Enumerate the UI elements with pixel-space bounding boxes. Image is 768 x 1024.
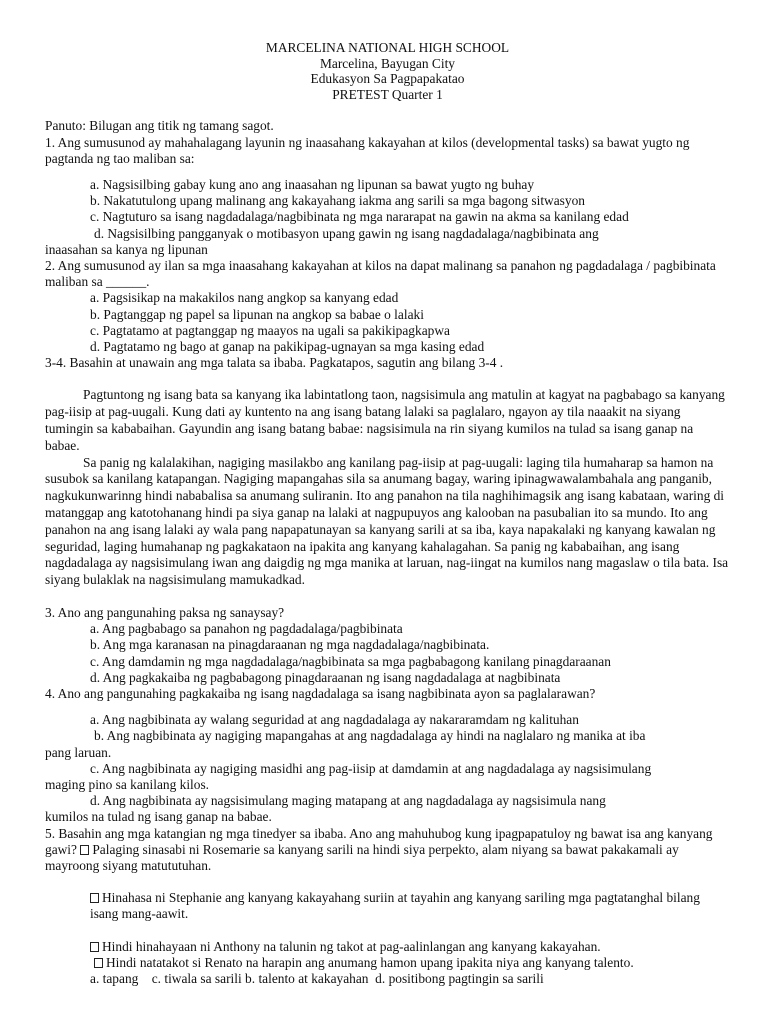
q4-option-d: d. Ang nagbibinata ay nagsisimulang maging matapang at ang nagdadalaga ay nagsisimula nang: [90, 793, 606, 809]
q5-item-4-line: [45, 955, 730, 971]
box-bullet-icon: [94, 958, 103, 968]
q4-option-b-continued: pang laruan.: [45, 744, 112, 760]
question-5: [45, 826, 730, 875]
q1-option-d-continued: inaasahan sa kanya ng lipunan: [45, 241, 208, 257]
question-2: 2. Ang sumusunod ay ilan sa mga inaasahang kakayahan at kilos na dapat malinang sa panahon ng pagdadalaga / pagbibinata maliban sa ______.: [45, 258, 716, 290]
document-header: [45, 40, 730, 102]
box-bullet-icon: [80, 845, 89, 855]
q5-item-3: Hindi hinahayaan ni Anthony na talunin ng takot at pag-aalinlangan ang kanyang kakayahan.: [102, 938, 601, 954]
q3-option-a: a. Ang pagbabago sa panahon ng pagdadalaga/pagbibinata: [90, 621, 403, 637]
q1-option-a: a. Nagsisilbing gabay kung ano ang inaasahan ng lipunan sa bawat yugto ng buhay: [90, 176, 535, 192]
q5-item-2-line: [45, 890, 730, 922]
reading-paragraph-1: Pagtuntong ng isang bata sa kanyang ika labintatlong taon, nagsisimula ang matulin at kagyat na pagbabago sa kanyang pag-iisip at pag-uugali. Kung dati ay kuntento na ang isang batang lalaki sa paglalaro, ngayon ay tila naaakit na siyang tumingin sa kababaihan. Gayundin ang isang batang babae: nagsisimula na rin siyang kumilos na tulad sa isang ganap na babae.: [45, 387, 725, 453]
q5-choices: a. tapang c. tiwala sa sarili b. talento at kakayahan d. positibong pagtingin sa sarili: [90, 971, 544, 987]
q5-item-3-line: [45, 939, 730, 955]
q4-option-c-continued: maging pino sa kanilang kilos.: [45, 777, 210, 793]
question-3: 3. Ano ang pangunahing paksa ng sanaysay?: [45, 604, 285, 620]
q4-option-b: b. Ang nagbibinata ay nagiging mapangahas at ang nagdadalaga ay hindi na naglalaro ng manika at iba: [94, 728, 646, 744]
reading-paragraph-2: Sa panig ng kalalakihan, nagiging masilakbo ang kanilang pag-iisip at pag-uugali: laging tila humaharap sa hamon na susubok sa kanilang katapangan. Nagiging mapangahas sila sa anumang bagay, waring ipinagwawalambahala ang panganib, nagkukunwarinng hindi nababalisa sa anumang suliranin. Ito ang panahon na tila naghihimagsik ang isang kabataan, waring di matanggap ang katotohanang hindi pa siya ganap na lalaki at nagpupuyos ang kalooban na pasubalian ito sa mundo. Ito ang panahon na ang isang lalaki ay wala pang napapatunayan sa kanyang sarili at sa iba, kaya napakalaki ng kanyang kawalan ng seguridad, laging humahanap ng pagkakataon na ipakita ang kanyang kahalagahan. Sa panig ng kababaihan, ang isang nagdadalaga ay nagsisimulang iwan ang daigdig ng mga manika at laruan, nag-iingat na kumilos nang magaslaw o tila bata. Isa siyang bulaklak na nagsisimulang mamukadkad.: [45, 454, 729, 588]
q1-option-b: b. Nakatutulong upang malinang ang kakayahang iakma ang sarili sa mga bagong sitwasyon: [90, 193, 585, 209]
question-5-text: 5. Basahin ang mga katangian ng mga tinedyer sa ibaba. Ano ang mahuhubog kung ipagpapatuloy ng bawat isa ang kanyang gawi?: [45, 825, 713, 857]
question-4: 4. Ano ang pangunahing pagkakaiba ng isang nagdadalaga sa isang nagbibinata ayon sa paglalarawan?: [45, 686, 596, 701]
question-3-4-instructions: 3-4. Basahin at unawain ang mga talata sa ibaba. Pagkatapos, sagutin ang bilang 3-4 .: [45, 355, 504, 371]
school-location: Marcelina, Bayugan City: [320, 55, 455, 71]
q1-option-d: d. Nagsisilbing pangganyak o motibasyon upang gawin ng isang nagdadalaga/nagbibinata ang: [94, 225, 599, 241]
q4-option-d-continued: kumilos na tulad ng isang ganap na babae.: [45, 809, 272, 825]
q5-item-4: Hindi natatakot si Renato na harapin ang anumang hamon upang ipakita niya ang kanyang talento.: [106, 954, 634, 970]
instructions: Panuto: Bilugan ang titik ng tamang sagot.: [45, 118, 274, 134]
q2-option-b: b. Pagtanggap ng papel sa lipunan na angkop sa babae o lalaki: [90, 306, 424, 322]
q2-option-a: a. Pagsisikap na makakilos nang angkop sa kanyang edad: [90, 290, 399, 306]
q2-option-c: c. Pagtatamo at pagtanggap ng maayos na ugali sa pakikipagkapwa: [90, 322, 450, 338]
q1-option-c: c. Nagtuturo sa isang nagdadalaga/nagbibinata ng mga nararapat na gawin na akma sa kanilang edad: [90, 209, 629, 225]
q2-option-d: d. Pagtatamo ng bago at ganap na pakikipag-ugnayan sa mga kasing edad: [90, 339, 485, 355]
q4-option-a: a. Ang nagbibinata ay walang seguridad at ang nagdadalaga ay nakararamdam ng kalituhan: [90, 712, 579, 728]
q3-option-d: d. Ang pagkakaiba ng pagbabagong pinagdaraanan ng isang nagdadalaga at nagbibinata: [90, 669, 561, 685]
question-1: 1. Ang sumusunod ay mahahalagang layunin ng inaasahang kakayahan at kilos (developmental tasks) sa bawat yugto ng pagtanda ng tao maliban sa:: [45, 134, 690, 166]
school-name: MARCELINA NATIONAL HIGH SCHOOL: [265, 40, 510, 55]
box-bullet-icon: [90, 893, 99, 903]
q3-option-c: c. Ang damdamin ng mga nagdadalaga/nagbibinata sa mga pagbabagong kanilang pinagdaraanan: [90, 653, 611, 669]
q3-option-b: b. Ang mga karanasan na pinagdaraanan ng mga nagdadalaga/nagbibinata.: [90, 637, 490, 653]
subject-title: Edukasyon Sa Pagpapakatao: [310, 71, 465, 87]
q4-option-c: c. Ang nagbibinata ay nagiging masidhi ang pag-iisip at damdamin at ang nagdadalaga ay nagsisimulang: [90, 760, 652, 776]
q5-item-1: Palaging sinasabi ni Rosemarie sa kanyang sarili na hindi siya perpekto, alam niyang sa bawat pakakamali ay mayroong siyang matututuhan.: [45, 841, 679, 874]
q5-item-2: Hinahasa ni Stephanie ang kanyang kakayahang suriin at tayahin ang kanyang sariling mga pagtatanghal bilang isang mang-aawit.: [90, 890, 700, 922]
test-title: PRETEST Quarter 1: [332, 86, 443, 102]
box-bullet-icon: [90, 942, 99, 952]
